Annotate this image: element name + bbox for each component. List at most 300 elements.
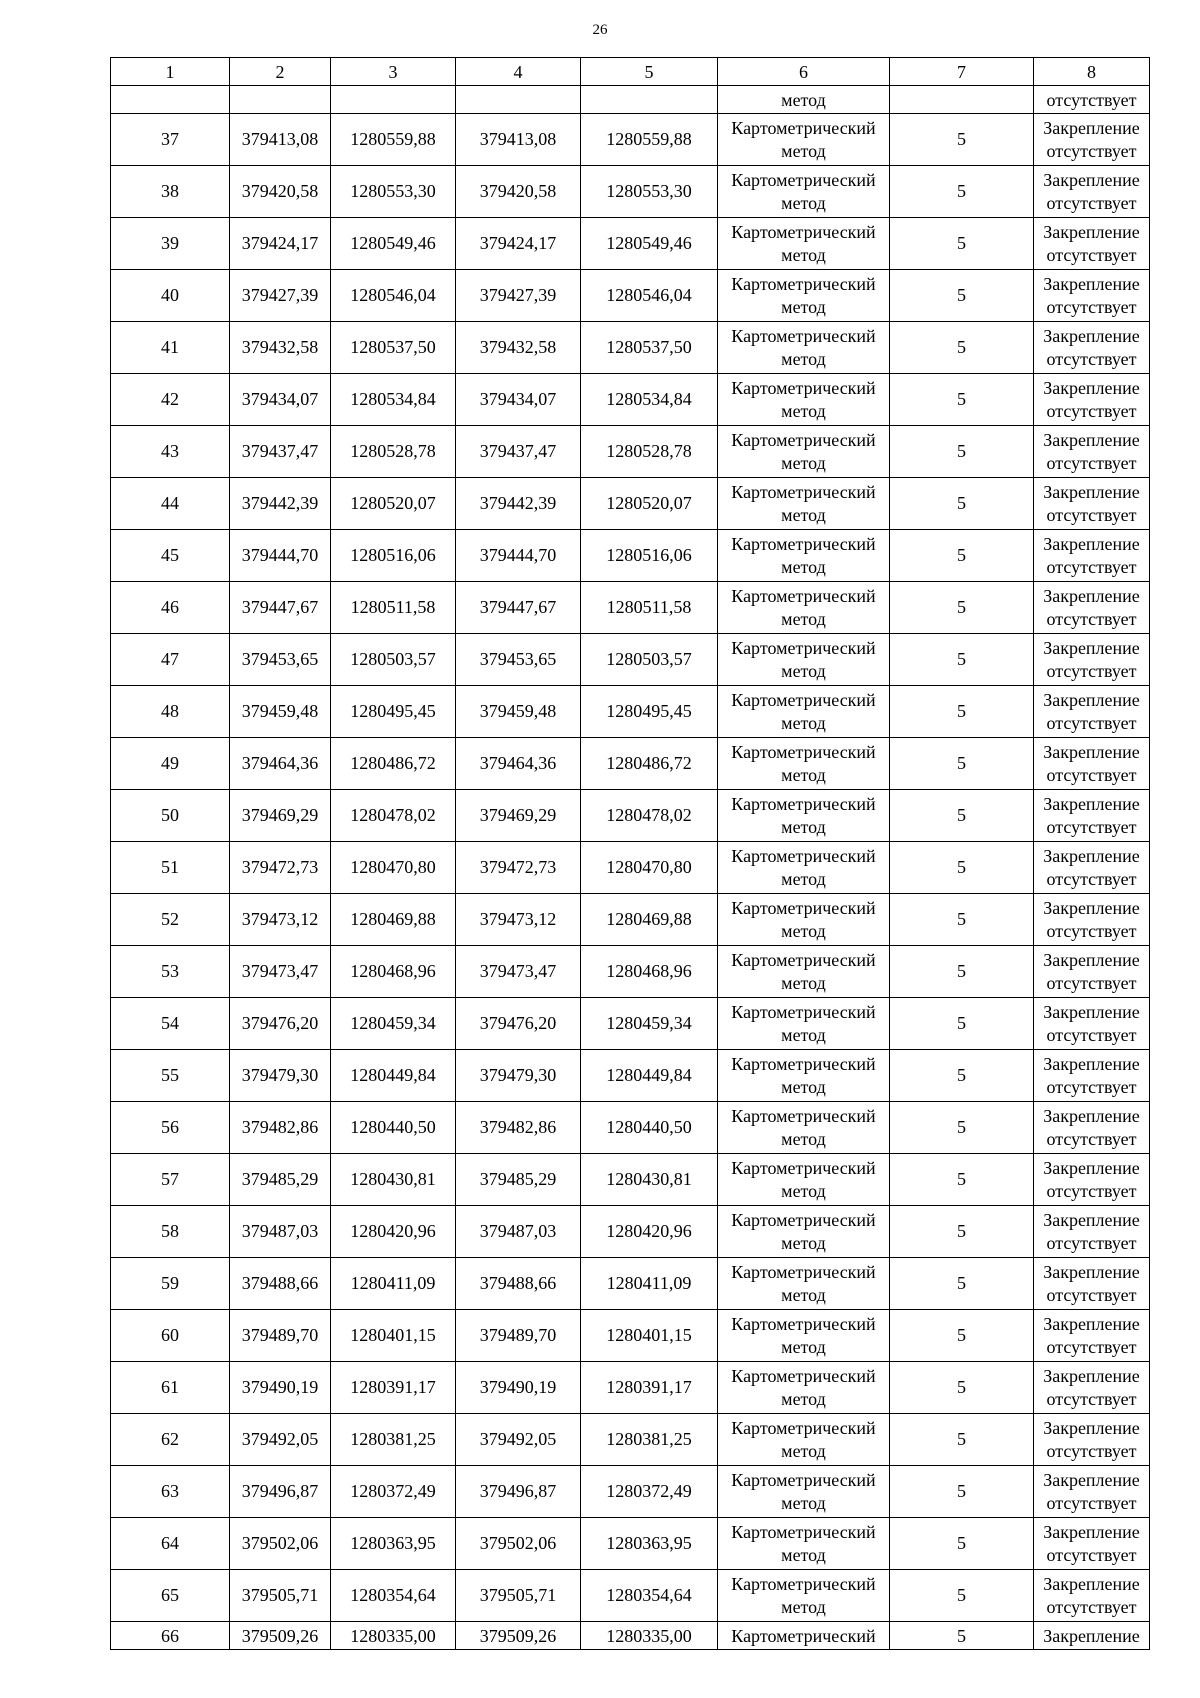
y-coordinate-cell: 1280511,58	[331, 582, 456, 634]
x-coordinate-cell: 379472,73	[230, 842, 331, 894]
point-number-cell: 52	[111, 894, 230, 946]
fixation-cell-line1: Закрепление	[1043, 481, 1140, 502]
x-coordinate-cell: 379487,03	[456, 1206, 581, 1258]
x-coordinate-cell: 379427,39	[456, 270, 581, 322]
table-row	[111, 530, 1150, 582]
fixation-cell	[1034, 1310, 1150, 1362]
x-coordinate-cell: 379488,66	[456, 1258, 581, 1310]
accuracy-cell: 5	[890, 1102, 1034, 1154]
fixation-cell	[1034, 166, 1150, 218]
point-number-cell: 37	[111, 114, 230, 166]
method-cell-line1: Картометрический	[731, 169, 876, 190]
table-row	[111, 1206, 1150, 1258]
x-coordinate-cell: 379437,47	[230, 426, 331, 478]
point-number-cell: 48	[111, 686, 230, 738]
fixation-cell-line2: отсутствует	[1046, 816, 1137, 837]
method-cell-line1: Картометрический	[731, 117, 876, 138]
header-row	[111, 58, 1150, 86]
fixation-cell	[1034, 894, 1150, 946]
method-cell	[718, 1102, 890, 1154]
header-cell: 3	[331, 58, 456, 86]
method-cell	[718, 634, 890, 686]
y-coordinate-cell: 1280391,17	[331, 1362, 456, 1414]
empty-cell	[111, 86, 230, 114]
method-cell-line1: Картометрический	[731, 897, 876, 918]
point-number-cell: 49	[111, 738, 230, 790]
accuracy-cell: 5	[890, 738, 1034, 790]
fixation-cell-line1: Закрепление	[1043, 273, 1140, 294]
method-cell	[718, 322, 890, 374]
method-cell	[718, 686, 890, 738]
method-cell-line1: Картометрический	[731, 1209, 876, 1230]
table-row	[111, 374, 1150, 426]
y-coordinate-cell: 1280537,50	[331, 322, 456, 374]
x-coordinate-cell: 379505,71	[456, 1570, 581, 1622]
empty-cell	[581, 86, 718, 114]
x-coordinate-cell: 379479,30	[230, 1050, 331, 1102]
y-coordinate-cell: 1280381,25	[581, 1414, 718, 1466]
continuation-row	[111, 86, 1150, 114]
table-row	[111, 738, 1150, 790]
x-coordinate-cell: 379447,67	[456, 582, 581, 634]
coordinates-table	[110, 57, 1150, 1650]
fixation-cell-line2: отсутствует	[1046, 764, 1137, 785]
fixation-cell-line2: отсутствует	[1046, 452, 1137, 473]
fixation-cell-line2: отсутствует	[1046, 1544, 1137, 1565]
y-coordinate-cell: 1280459,34	[331, 998, 456, 1050]
accuracy-cell: 5	[890, 374, 1034, 426]
point-number-cell: 65	[111, 1570, 230, 1622]
empty-cell	[890, 86, 1034, 114]
method-cell-line1: Картометрический	[731, 1521, 876, 1542]
fixation-cell	[1034, 1570, 1150, 1622]
accuracy-cell: 5	[890, 1414, 1034, 1466]
method-cell-line1: Картометрический	[731, 1001, 876, 1022]
fixation-cell-line2: отсутствует	[1046, 1596, 1137, 1617]
point-number-cell: 41	[111, 322, 230, 374]
accuracy-cell: 5	[890, 218, 1034, 270]
point-number-cell: 63	[111, 1466, 230, 1518]
fixation-cell-line1: Закрепление	[1043, 949, 1140, 970]
y-coordinate-cell: 1280420,96	[581, 1206, 718, 1258]
fixation-cell-line2: отсутствует	[1046, 400, 1137, 421]
x-coordinate-cell: 379424,17	[456, 218, 581, 270]
y-coordinate-cell: 1280354,64	[331, 1570, 456, 1622]
empty-cell	[331, 86, 456, 114]
x-coordinate-cell: 379490,19	[230, 1362, 331, 1414]
fixation-cell-line1: Закрепление	[1043, 1417, 1140, 1438]
method-cell	[718, 1206, 890, 1258]
method-cell	[718, 738, 890, 790]
x-coordinate-cell: 379420,58	[456, 166, 581, 218]
y-coordinate-cell: 1280354,64	[581, 1570, 718, 1622]
method-cell-line2: метод	[781, 452, 826, 473]
method-cell-line2: метод	[781, 1180, 826, 1201]
point-number-cell: 66	[111, 1622, 230, 1650]
method-cell	[718, 842, 890, 894]
fixation-cell	[1034, 426, 1150, 478]
method-cell	[718, 1414, 890, 1466]
point-number-cell: 64	[111, 1518, 230, 1570]
point-number-cell: 53	[111, 946, 230, 998]
method-cell-line2: метод	[781, 816, 826, 837]
fixation-cell-line1: Закрепление	[1043, 1313, 1140, 1334]
y-coordinate-cell: 1280516,06	[331, 530, 456, 582]
y-coordinate-cell: 1280459,34	[581, 998, 718, 1050]
method-cell	[718, 426, 890, 478]
method-cell-line2: метод	[781, 1336, 826, 1357]
point-number-cell: 61	[111, 1362, 230, 1414]
table-row	[111, 114, 1150, 166]
point-number-cell: 44	[111, 478, 230, 530]
y-coordinate-cell: 1280391,17	[581, 1362, 718, 1414]
method-cell	[718, 1050, 890, 1102]
fixation-cell-line2: отсутствует	[1046, 1076, 1137, 1097]
table-row	[111, 1362, 1150, 1414]
fixation-cell-line1: Закрепление	[1043, 1157, 1140, 1178]
x-coordinate-cell: 379413,08	[456, 114, 581, 166]
x-coordinate-cell: 379482,86	[456, 1102, 581, 1154]
fixation-cell	[1034, 1206, 1150, 1258]
table-row	[111, 322, 1150, 374]
fixation-cell-line2: отсутствует	[1046, 1440, 1137, 1461]
header-cell: 7	[890, 58, 1034, 86]
method-cell	[718, 114, 890, 166]
point-number-cell: 55	[111, 1050, 230, 1102]
accuracy-cell: 5	[890, 842, 1034, 894]
x-coordinate-cell: 379487,03	[230, 1206, 331, 1258]
method-cell-line2: метод	[781, 192, 826, 213]
y-coordinate-cell: 1280537,50	[581, 322, 718, 374]
accuracy-cell: 5	[890, 1310, 1034, 1362]
method-cell	[718, 1518, 890, 1570]
table-row	[111, 1050, 1150, 1102]
method-cell	[718, 582, 890, 634]
y-coordinate-cell: 1280411,09	[581, 1258, 718, 1310]
fixation-cell-line2: отсутствует	[1046, 1024, 1137, 1045]
fixation-cell	[1034, 998, 1150, 1050]
table-row	[111, 842, 1150, 894]
x-coordinate-cell: 379485,29	[230, 1154, 331, 1206]
fixation-cell	[1034, 1414, 1150, 1466]
header-cell: 1	[111, 58, 230, 86]
x-coordinate-cell: 379502,06	[230, 1518, 331, 1570]
y-coordinate-cell: 1280478,02	[331, 790, 456, 842]
x-coordinate-cell: 379432,58	[230, 322, 331, 374]
x-coordinate-cell: 379472,73	[456, 842, 581, 894]
method-cell-line2: метод	[781, 556, 826, 577]
point-number-cell: 60	[111, 1310, 230, 1362]
method-cell	[718, 218, 890, 270]
accuracy-cell: 5	[890, 582, 1034, 634]
x-coordinate-cell: 379476,20	[456, 998, 581, 1050]
method-cell-line1: Картометрический	[731, 1053, 876, 1074]
accuracy-cell: 5	[890, 1258, 1034, 1310]
method-cell	[718, 790, 890, 842]
y-coordinate-cell: 1280401,15	[581, 1310, 718, 1362]
method-cell-line2: метод	[781, 244, 826, 265]
y-coordinate-cell: 1280468,96	[331, 946, 456, 998]
accuracy-cell: 5	[890, 166, 1034, 218]
fixation-cell-line2: отсутствует	[1046, 348, 1137, 369]
y-coordinate-cell: 1280478,02	[581, 790, 718, 842]
method-cell	[718, 1154, 890, 1206]
fixation-cell-line1: Закрепление	[1043, 741, 1140, 762]
table-row	[111, 478, 1150, 530]
y-coordinate-cell: 1280469,88	[331, 894, 456, 946]
x-coordinate-cell: 379473,47	[230, 946, 331, 998]
x-coordinate-cell: 379509,26	[456, 1622, 581, 1650]
method-cell	[718, 1258, 890, 1310]
method-cell: метод	[718, 86, 890, 114]
x-coordinate-cell: 379496,87	[230, 1466, 331, 1518]
method-cell	[718, 530, 890, 582]
y-coordinate-cell: 1280549,46	[581, 218, 718, 270]
fixation-cell	[1034, 1362, 1150, 1414]
method-cell	[718, 1466, 890, 1518]
accuracy-cell: 5	[890, 894, 1034, 946]
fixation-cell-line2: отсутствует	[1046, 1232, 1137, 1253]
accuracy-cell: 5	[890, 1050, 1034, 1102]
table-row	[111, 634, 1150, 686]
fixation-cell-line1: Закрепление	[1043, 793, 1140, 814]
x-coordinate-cell: 379434,07	[456, 374, 581, 426]
x-coordinate-cell: 379496,87	[456, 1466, 581, 1518]
fixation-cell-line1: Закрепление	[1043, 325, 1140, 346]
method-cell-line2: метод	[781, 712, 826, 733]
fixation-cell-line1: Закрепление	[1043, 1573, 1140, 1594]
point-number-cell: 46	[111, 582, 230, 634]
method-cell	[718, 1362, 890, 1414]
method-cell-line1: Картометрический	[731, 1417, 876, 1438]
x-coordinate-cell: 379444,70	[456, 530, 581, 582]
x-coordinate-cell: 379453,65	[456, 634, 581, 686]
fixation-cell	[1034, 114, 1150, 166]
method-cell-line2: метод	[781, 140, 826, 161]
method-cell-line2: метод	[781, 660, 826, 681]
method-cell	[718, 166, 890, 218]
x-coordinate-cell: 379442,39	[230, 478, 331, 530]
table-row	[111, 1622, 1150, 1650]
method-cell-line2: метод	[781, 1596, 826, 1617]
accuracy-cell: 5	[890, 998, 1034, 1050]
y-coordinate-cell: 1280372,49	[331, 1466, 456, 1518]
y-coordinate-cell: 1280420,96	[331, 1206, 456, 1258]
fixation-cell-line2: отсутствует	[1046, 192, 1137, 213]
accuracy-cell: 5	[890, 1622, 1034, 1650]
y-coordinate-cell: 1280546,04	[331, 270, 456, 322]
method-cell-line2: метод	[781, 348, 826, 369]
fixation-cell	[1034, 790, 1150, 842]
x-coordinate-cell: 379444,70	[230, 530, 331, 582]
x-coordinate-cell: 379413,08	[230, 114, 331, 166]
x-coordinate-cell: 379432,58	[456, 322, 581, 374]
method-cell-line1: Картометрический	[731, 845, 876, 866]
method-cell-line2: метод	[781, 920, 826, 941]
fixation-cell	[1034, 1466, 1150, 1518]
accuracy-cell: 5	[890, 1466, 1034, 1518]
fixation-cell	[1034, 1518, 1150, 1570]
point-number-cell: 42	[111, 374, 230, 426]
x-coordinate-cell: 379505,71	[230, 1570, 331, 1622]
x-coordinate-cell: 379427,39	[230, 270, 331, 322]
table-row	[111, 686, 1150, 738]
y-coordinate-cell: 1280495,45	[581, 686, 718, 738]
table-row	[111, 946, 1150, 998]
x-coordinate-cell: 379479,30	[456, 1050, 581, 1102]
y-coordinate-cell: 1280528,78	[331, 426, 456, 478]
fixation-cell	[1034, 322, 1150, 374]
fixation-cell-line1: Закрепление	[1043, 377, 1140, 398]
y-coordinate-cell: 1280440,50	[581, 1102, 718, 1154]
table-row	[111, 582, 1150, 634]
method-cell-line2: метод	[781, 1232, 826, 1253]
point-number-cell: 54	[111, 998, 230, 1050]
y-coordinate-cell: 1280534,84	[331, 374, 456, 426]
accuracy-cell: 5	[890, 946, 1034, 998]
fixation-cell	[1034, 1102, 1150, 1154]
y-coordinate-cell: 1280495,45	[331, 686, 456, 738]
fixation-cell-line1: Закрепление	[1043, 117, 1140, 138]
fixation-cell-line1: Закрепление	[1043, 1469, 1140, 1490]
table-row	[111, 894, 1150, 946]
fixation-cell-line1: Закрепление	[1043, 1053, 1140, 1074]
fixation-cell-line2: отсутствует	[1046, 868, 1137, 889]
method-cell-line1: Картометрический	[731, 585, 876, 606]
point-number-cell: 47	[111, 634, 230, 686]
accuracy-cell: 5	[890, 322, 1034, 374]
method-cell-line2: метод	[781, 608, 826, 629]
fixation-cell: Закрепление	[1034, 1622, 1150, 1650]
table-row	[111, 426, 1150, 478]
fixation-cell-line2: отсутствует	[1046, 1180, 1137, 1201]
method-cell-line2: метод	[781, 764, 826, 785]
fixation-cell-line2: отсутствует	[1046, 1492, 1137, 1513]
fixation-cell-line2: отсутствует	[1046, 296, 1137, 317]
accuracy-cell: 5	[890, 1518, 1034, 1570]
accuracy-cell: 5	[890, 1154, 1034, 1206]
fixation-cell	[1034, 582, 1150, 634]
fixation-cell	[1034, 478, 1150, 530]
fixation-cell-line2: отсутствует	[1046, 608, 1137, 629]
x-coordinate-cell: 379469,29	[456, 790, 581, 842]
table-row	[111, 1414, 1150, 1466]
point-number-cell: 59	[111, 1258, 230, 1310]
y-coordinate-cell: 1280363,95	[581, 1518, 718, 1570]
header-cell: 8	[1034, 58, 1150, 86]
fixation-cell	[1034, 218, 1150, 270]
x-coordinate-cell: 379464,36	[230, 738, 331, 790]
header-cell: 2	[230, 58, 331, 86]
method-cell-line1: Картометрический	[731, 793, 876, 814]
fixation-cell: отсутствует	[1034, 86, 1150, 114]
y-coordinate-cell: 1280559,88	[581, 114, 718, 166]
y-coordinate-cell: 1280511,58	[581, 582, 718, 634]
fixation-cell-line2: отсутствует	[1046, 1284, 1137, 1305]
y-coordinate-cell: 1280363,95	[331, 1518, 456, 1570]
x-coordinate-cell: 379473,47	[456, 946, 581, 998]
fixation-cell-line2: отсутствует	[1046, 972, 1137, 993]
table-row	[111, 166, 1150, 218]
fixation-cell-line2: отсутствует	[1046, 504, 1137, 525]
accuracy-cell: 5	[890, 1206, 1034, 1258]
fixation-cell	[1034, 374, 1150, 426]
y-coordinate-cell: 1280503,57	[581, 634, 718, 686]
fixation-cell-line2: отсутствует	[1046, 1388, 1137, 1409]
fixation-cell-line2: отсутствует	[1046, 244, 1137, 265]
table-row	[111, 270, 1150, 322]
method-cell-line1: Картометрический	[731, 325, 876, 346]
point-number-cell: 58	[111, 1206, 230, 1258]
y-coordinate-cell: 1280528,78	[581, 426, 718, 478]
y-coordinate-cell: 1280549,46	[331, 218, 456, 270]
fixation-cell	[1034, 1258, 1150, 1310]
method-cell-line1: Картометрический	[731, 1105, 876, 1126]
header-cell: 4	[456, 58, 581, 86]
fixation-cell-line2: отсутствует	[1046, 1336, 1137, 1357]
method-cell-line1: Картометрический	[731, 1365, 876, 1386]
y-coordinate-cell: 1280559,88	[331, 114, 456, 166]
fixation-cell-line1: Закрепление	[1043, 1521, 1140, 1542]
y-coordinate-cell: 1280449,84	[331, 1050, 456, 1102]
x-coordinate-cell: 379459,48	[230, 686, 331, 738]
method-cell-line1: Картометрический	[731, 1313, 876, 1334]
table-row	[111, 1310, 1150, 1362]
method-cell: Картометрический	[718, 1622, 890, 1650]
x-coordinate-cell: 379492,05	[230, 1414, 331, 1466]
accuracy-cell: 5	[890, 790, 1034, 842]
x-coordinate-cell: 379489,70	[230, 1310, 331, 1362]
fixation-cell	[1034, 738, 1150, 790]
x-coordinate-cell: 379473,12	[230, 894, 331, 946]
method-cell-line1: Картометрический	[731, 1157, 876, 1178]
y-coordinate-cell: 1280486,72	[581, 738, 718, 790]
method-cell-line1: Картометрический	[731, 481, 876, 502]
y-coordinate-cell: 1280534,84	[581, 374, 718, 426]
accuracy-cell: 5	[890, 686, 1034, 738]
x-coordinate-cell: 379459,48	[456, 686, 581, 738]
table-row	[111, 1102, 1150, 1154]
fixation-cell	[1034, 1154, 1150, 1206]
point-number-cell: 43	[111, 426, 230, 478]
y-coordinate-cell: 1280553,30	[581, 166, 718, 218]
method-cell-line2: метод	[781, 1076, 826, 1097]
method-cell	[718, 270, 890, 322]
table-row	[111, 1570, 1150, 1622]
method-cell-line1: Картометрический	[731, 741, 876, 762]
method-cell-line2: метод	[781, 1024, 826, 1045]
fixation-cell-line1: Закрепление	[1043, 637, 1140, 658]
method-cell-line1: Картометрический	[731, 273, 876, 294]
fixation-cell	[1034, 270, 1150, 322]
table-row	[111, 1258, 1150, 1310]
method-cell-line2: метод	[781, 868, 826, 889]
y-coordinate-cell: 1280469,88	[581, 894, 718, 946]
point-number-cell: 45	[111, 530, 230, 582]
point-number-cell: 57	[111, 1154, 230, 1206]
y-coordinate-cell: 1280381,25	[331, 1414, 456, 1466]
header-cell: 5	[581, 58, 718, 86]
fixation-cell-line1: Закрепление	[1043, 169, 1140, 190]
x-coordinate-cell: 379488,66	[230, 1258, 331, 1310]
x-coordinate-cell: 379424,17	[230, 218, 331, 270]
y-coordinate-cell: 1280430,81	[581, 1154, 718, 1206]
fixation-cell-line1: Закрепление	[1043, 221, 1140, 242]
method-cell-line1: Картометрический	[731, 689, 876, 710]
method-cell-line2: метод	[781, 1440, 826, 1461]
method-cell-line2: метод	[781, 1128, 826, 1149]
fixation-cell-line1: Закрепление	[1043, 1365, 1140, 1386]
